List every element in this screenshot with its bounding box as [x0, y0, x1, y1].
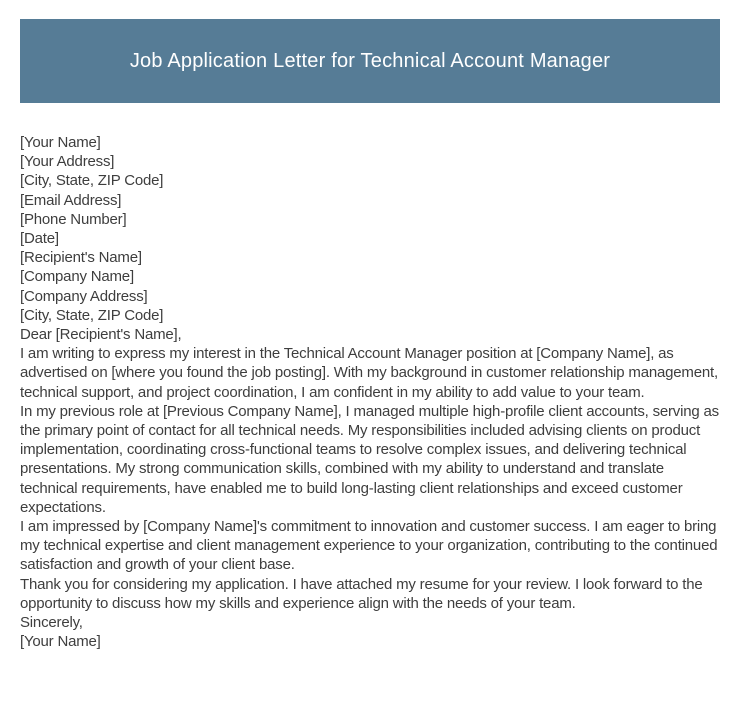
sender-phone-line: [Phone Number] — [20, 210, 127, 228]
signature-line: [Your Name] — [20, 633, 101, 651]
date-line: [Date] — [20, 230, 59, 248]
sender-email-line: [Email Address] — [20, 191, 122, 209]
letter-body — [20, 133, 720, 651]
recipient-address-line: [Company Address] — [20, 287, 148, 305]
recipient-name-line: [Recipient's Name] — [20, 249, 142, 267]
sender-city-line: [City, State, ZIP Code] — [20, 172, 164, 190]
letter-paragraph-thanks: Thank you for considering my application. I have attached my resume for your review. I look forward to the opportunity to discuss how my skills and experience align with the needs of your team. — [20, 575, 703, 612]
letter-paragraph-company: I am impressed by [Company Name]'s commitment to innovation and customer success. I am eager to bring my technical expertise and client management experience to your organization, contributing to the continued satisfaction and growth of your client base. — [20, 518, 718, 574]
recipient-company-line: [Company Name] — [20, 268, 134, 286]
sender-name-line: [Your Name] — [20, 134, 101, 151]
closing-line: Sincerely, — [20, 614, 83, 632]
sender-address-line: [Your Address] — [20, 153, 115, 171]
letter-paragraph-experience: In my previous role at [Previous Company Name], I managed multiple high-profile client accounts, serving as the primary point of contact for all technical needs. My responsibilities included advising clients on product implementation, coordinating cross-functional teams to resolve complex issues, and delivering technical presentations. My strong communication skills, combined with my ability to understand and translate technical requirements, have enabled me to build long-lasting client relationships and exceed customer expectations. — [20, 402, 719, 516]
salutation-line: Dear [Recipient's Name], — [20, 326, 182, 344]
letter-paragraph-intro: I am writing to express my interest in the Technical Account Manager position at [Company Name], as advertised on [where you found the job posting]. With my background in customer relationship management, technical support, and project coordination, I am confident in my ability to add value to your team. — [20, 345, 718, 401]
recipient-city-line: [City, State, ZIP Code] — [20, 306, 164, 324]
letter-page — [0, 19, 740, 724]
header-banner — [20, 19, 720, 103]
page-title: Job Application Letter for Technical Account Manager — [129, 49, 611, 72]
